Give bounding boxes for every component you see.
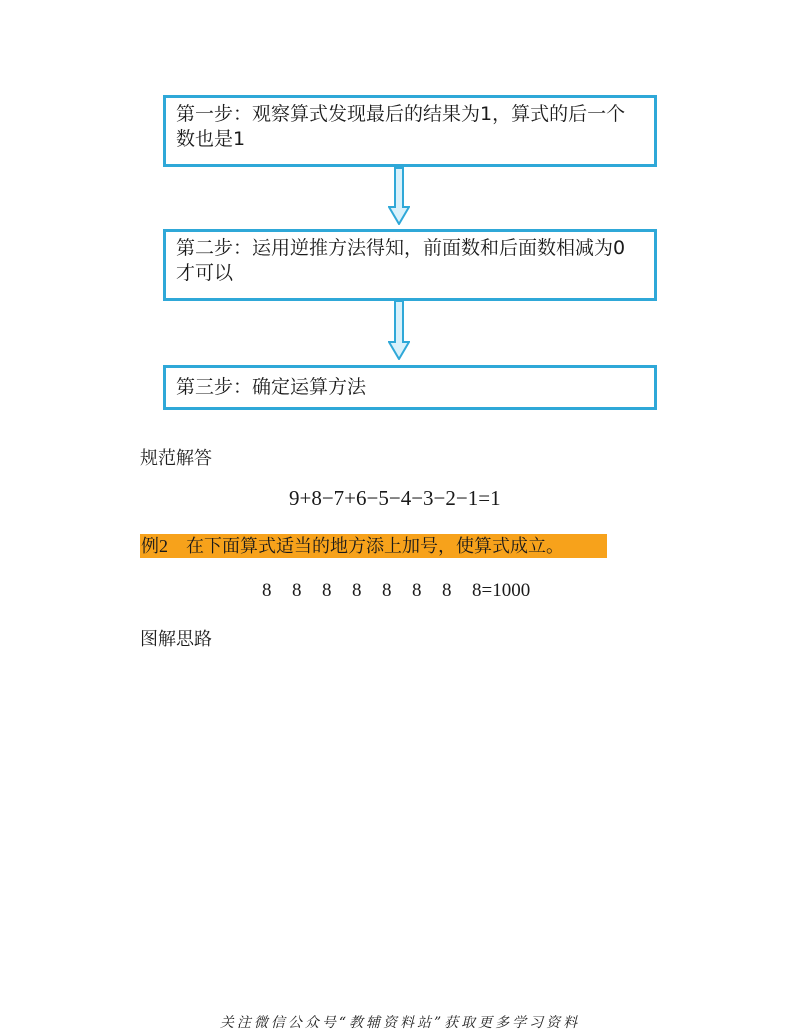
equation-digit: 8	[322, 580, 332, 601]
step-3-box	[163, 365, 657, 410]
down-arrow-icon	[388, 300, 410, 360]
step-2-text: 第二步：运用逆推方法得知，前面数和后面数相减为0才可以	[176, 237, 626, 284]
equation-digit: 8	[412, 580, 422, 601]
example-text: 在下面算式适当的地方添上加号，使算式成立。	[186, 536, 564, 556]
example-number: 例2	[141, 536, 168, 556]
answer-equation: 9+8−7+6−5−4−3−2−1=1	[289, 486, 501, 510]
down-arrow-icon	[388, 167, 410, 225]
equation-digit: 8	[262, 580, 272, 601]
equation-digit: 8	[352, 580, 362, 601]
equation-digit: 8	[382, 580, 392, 601]
equation-digit: 8	[442, 580, 452, 601]
answer-heading: 规范解答	[140, 448, 212, 469]
example-equation	[262, 580, 530, 602]
step-2-box	[163, 229, 657, 301]
step-1-text: 第一步：观察算式发现最后的结果为1，算式的后一个数也是1	[176, 103, 626, 150]
footer-note: 关注微信公众号“教辅资料站”获取更多学习资料	[219, 1015, 581, 1031]
diagram-heading: 图解思路	[140, 629, 212, 650]
step-1-box	[163, 95, 657, 167]
equation-digit: 8	[292, 580, 302, 601]
example-2-banner	[140, 534, 607, 558]
equation-tail: 8=1000	[472, 580, 531, 601]
step-3-text: 第三步：确定运算方法	[176, 376, 367, 398]
